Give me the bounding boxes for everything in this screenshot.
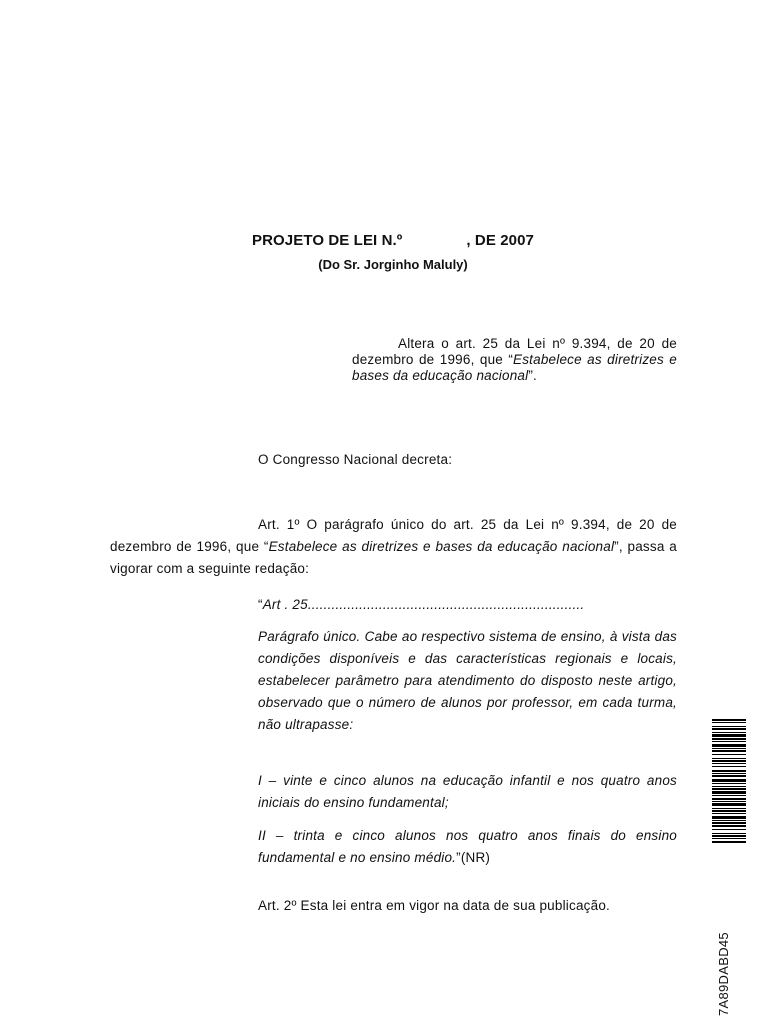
- bill-title: [0, 232, 768, 249]
- article-1-italic: Estabelece as diretrizes e bases da educação nacional: [268, 539, 615, 554]
- item-ii: [258, 825, 677, 869]
- item-i: [258, 770, 677, 814]
- bill-title-right: , DE 2007: [466, 232, 534, 249]
- article-2: Art. 2º Esta lei entra em vigor na data de sua publicação.: [258, 898, 610, 913]
- quoted-article-25: [258, 594, 677, 616]
- article-1-end: ”, passa a vigorar com a seguinte redação:: [110, 539, 677, 576]
- article-1: [110, 514, 677, 580]
- item-ii-end: ”(NR): [456, 850, 491, 865]
- sole-paragraph: [258, 626, 677, 736]
- ementa: [352, 336, 677, 384]
- quoted-article-25-text: Art . 25......................................................................: [262, 597, 585, 612]
- bill-author: (Do Sr. Jorginho Maluly): [318, 257, 468, 272]
- article-1-text: Art. 1º O parágrafo único do art. 25 da Lei nº 9.394, de 20 de dezembro de 1996, que “: [110, 517, 677, 554]
- ementa-italic: Estabelece as diretrizes e bases da educação nacional: [352, 352, 677, 383]
- ementa-end: ”.: [528, 368, 537, 383]
- bill-title-left: PROJETO DE LEI N.º: [252, 232, 403, 249]
- quote-open: “: [258, 597, 263, 612]
- item-i-text: I – vinte e cinco alunos na educação infantil e nos quatro anos iniciais do ensino fundamental;: [258, 773, 677, 810]
- ementa-text: Altera o art. 25 da Lei nº 9.394, de 20 de dezembro de 1996, que “: [352, 336, 677, 367]
- sole-paragraph-text: Parágrafo único. Cabe ao respectivo sistema de ensino, à vista das condições disponíveis e das características regionais e locais, estabelecer parâmetro para atendimento do disposto neste artigo, observado que o número de alunos por professor, em cada turma, não ultrapasse:: [258, 629, 677, 732]
- barcode-code: 7A89DABD45: [716, 932, 731, 1016]
- enacting-clause: O Congresso Nacional decreta:: [258, 452, 453, 467]
- item-ii-text: II – trinta e cinco alunos nos quatro anos finais do ensino fundamental e no ensino médio.: [258, 828, 677, 865]
- barcode-icon: [712, 719, 746, 919]
